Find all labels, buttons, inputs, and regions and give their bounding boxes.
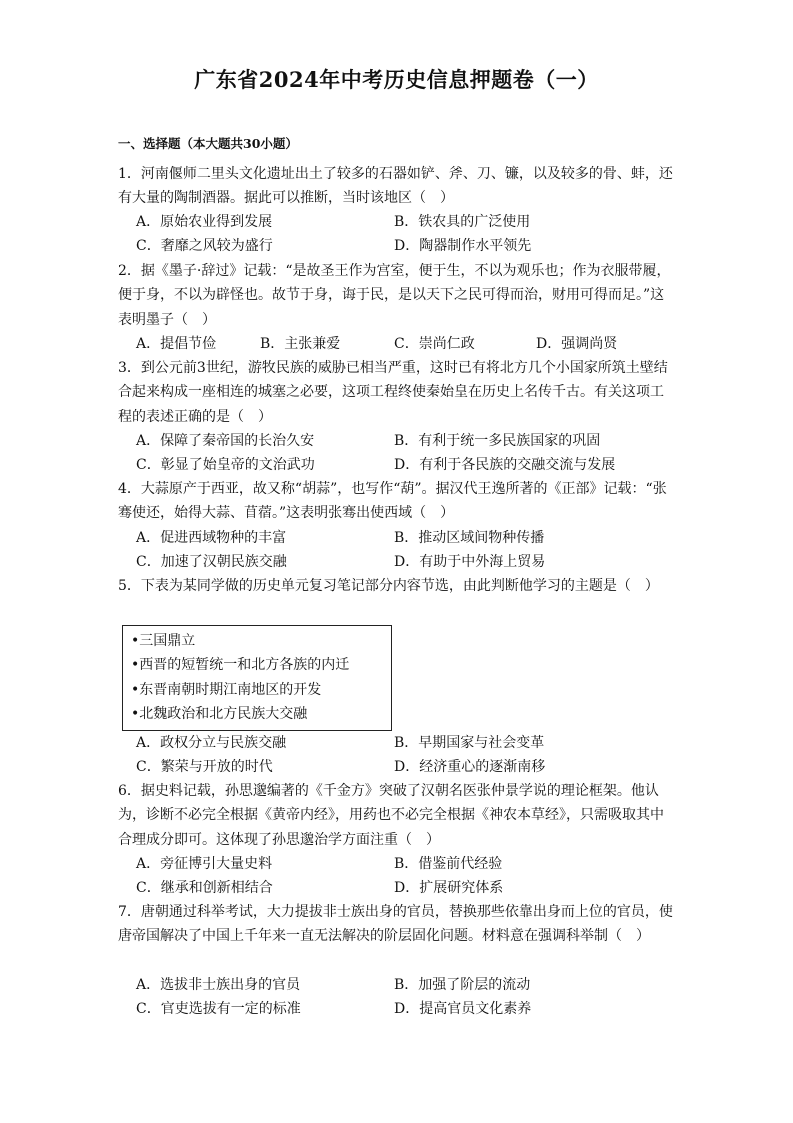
option-d[interactable]: D．有利于各民族的交融交流与发展 (394, 457, 616, 474)
question-5-text: 5．下表为某同学做的历史单元复习笔记部分内容节选，由此判断他学习的主题是（ ） (118, 578, 659, 594)
option-c[interactable]: C．加速了汉朝民族交融 (136, 554, 287, 571)
option-d[interactable]: D．强调尚贤 (536, 336, 618, 352)
option-b[interactable]: B．主张兼爱 (260, 336, 341, 352)
question-1-options (136, 210, 676, 259)
question-4-options (136, 526, 676, 575)
note-item: •西晋的短暂统一和北方各族的内迁 (131, 657, 350, 674)
option-b[interactable]: B．推动区域间物种传播 (394, 530, 545, 546)
option-c[interactable]: C．继承和创新相结合 (136, 880, 273, 897)
option-d[interactable]: D．扩展研究体系 (394, 880, 504, 897)
option-c[interactable]: C．彰显了始皇帝的文治武功 (136, 457, 315, 474)
question-2-options (136, 332, 676, 356)
question-3-text: 3．到公元前3世纪，游牧民族的威胁已相当严重，这时已有将北方几个小国家所筑土壁结合起来构成一座相连的城塞之必要，这项工程终使秦始皇在历史上名传千古。有关这项工程的表述正确的是（ ） (118, 360, 668, 425)
question-1-text: 1．河南偃师二里头文化遗址出土了较多的石器如铲、斧、刀、镰，以及较多的骨、蚌，还有大量的陶制酒器。据此可以推断，当时该地区（ ） (118, 166, 673, 207)
option-a[interactable]: A．选拔非士族出身的官员 (136, 977, 301, 993)
option-a[interactable]: A．保障了秦帝国的长治久安 (136, 433, 315, 449)
option-b[interactable]: B．铁农具的广泛使用 (394, 214, 531, 230)
note-item: •北魏政治和北方民族大交融 (131, 705, 308, 722)
review-notes-box (122, 625, 392, 731)
option-c[interactable]: C．繁荣与开放的时代 (136, 759, 273, 776)
option-c[interactable]: C．崇尚仁政 (394, 336, 475, 352)
option-b[interactable]: B．借鉴前代经验 (394, 856, 503, 872)
option-d[interactable]: D．提高官员文化素养 (394, 1001, 532, 1018)
option-b[interactable]: B．有利于统一多民族国家的巩固 (394, 433, 601, 449)
section-heading: 一、选择题（本大题共30小题） (118, 136, 298, 151)
option-b[interactable]: B．早期国家与社会变革 (394, 735, 545, 751)
option-c[interactable]: C．官吏选拔有一定的标准 (136, 1001, 301, 1018)
option-b[interactable]: B．加强了阶层的流动 (394, 977, 531, 993)
option-a[interactable]: A．提倡节俭 (136, 336, 217, 352)
option-a[interactable]: A．促进西域物种的丰富 (136, 530, 287, 546)
note-item: •三国鼎立 (131, 633, 196, 649)
option-c[interactable]: C．奢靡之风较为盛行 (136, 238, 273, 255)
question-6-text: 6．据史料记载，孙思邈编著的《千金方》突破了汉朝名医张仲景学说的理论框架。他认为，诊断不必完全根据《黄帝内经》，用药也不必完全根据《神农本草经》，只需吸取其中合理成分即可。这体现了孙思邈治学方面注重（ ） (118, 783, 664, 848)
page-title: 广东省2024年中考历史信息押题卷（一） (194, 67, 599, 92)
question-4-text: 4．大蒜原产于西亚，故又称“胡蒜”，也写作“葫”。据汉代王逸所著的《正部》记载：“张骞使还，始得大蒜、苜蓿。”这表明张骞出使西域（ ） (118, 481, 667, 522)
question-6-options (136, 852, 676, 901)
question-3-options (136, 429, 676, 478)
option-d[interactable]: D．经济重心的逐渐南移 (394, 759, 546, 776)
option-d[interactable]: D．陶器制作水平领先 (394, 238, 532, 255)
question-2-text: 2．据《墨子·辞过》记载：“是故圣王作为宫室，便于生，不以为观乐也；作为衣服带履，便于身，不以为辟怪也。故节于身，诲于民，是以天下之民可得而治，财用可得而足。”这表明墨子（ ） (118, 263, 671, 328)
option-a[interactable]: A．政权分立与民族交融 (136, 735, 287, 751)
note-item: •东晋南朝时期江南地区的开发 (131, 681, 322, 698)
question-7-text: 7．唐朝通过科举考试，大力提拔非士族出身的官员，替换那些依靠出身而上位的官员，使唐帝国解决了中国上千年来一直无法解决的阶层固化问题。材料意在强调科举制（ ） (118, 904, 673, 945)
option-a[interactable]: A．原始农业得到发展 (136, 214, 273, 230)
question-5-options (136, 731, 676, 780)
question-7-options (136, 973, 676, 1022)
option-d[interactable]: D．有助于中外海上贸易 (394, 554, 546, 571)
option-a[interactable]: A．旁征博引大量史料 (136, 856, 273, 872)
